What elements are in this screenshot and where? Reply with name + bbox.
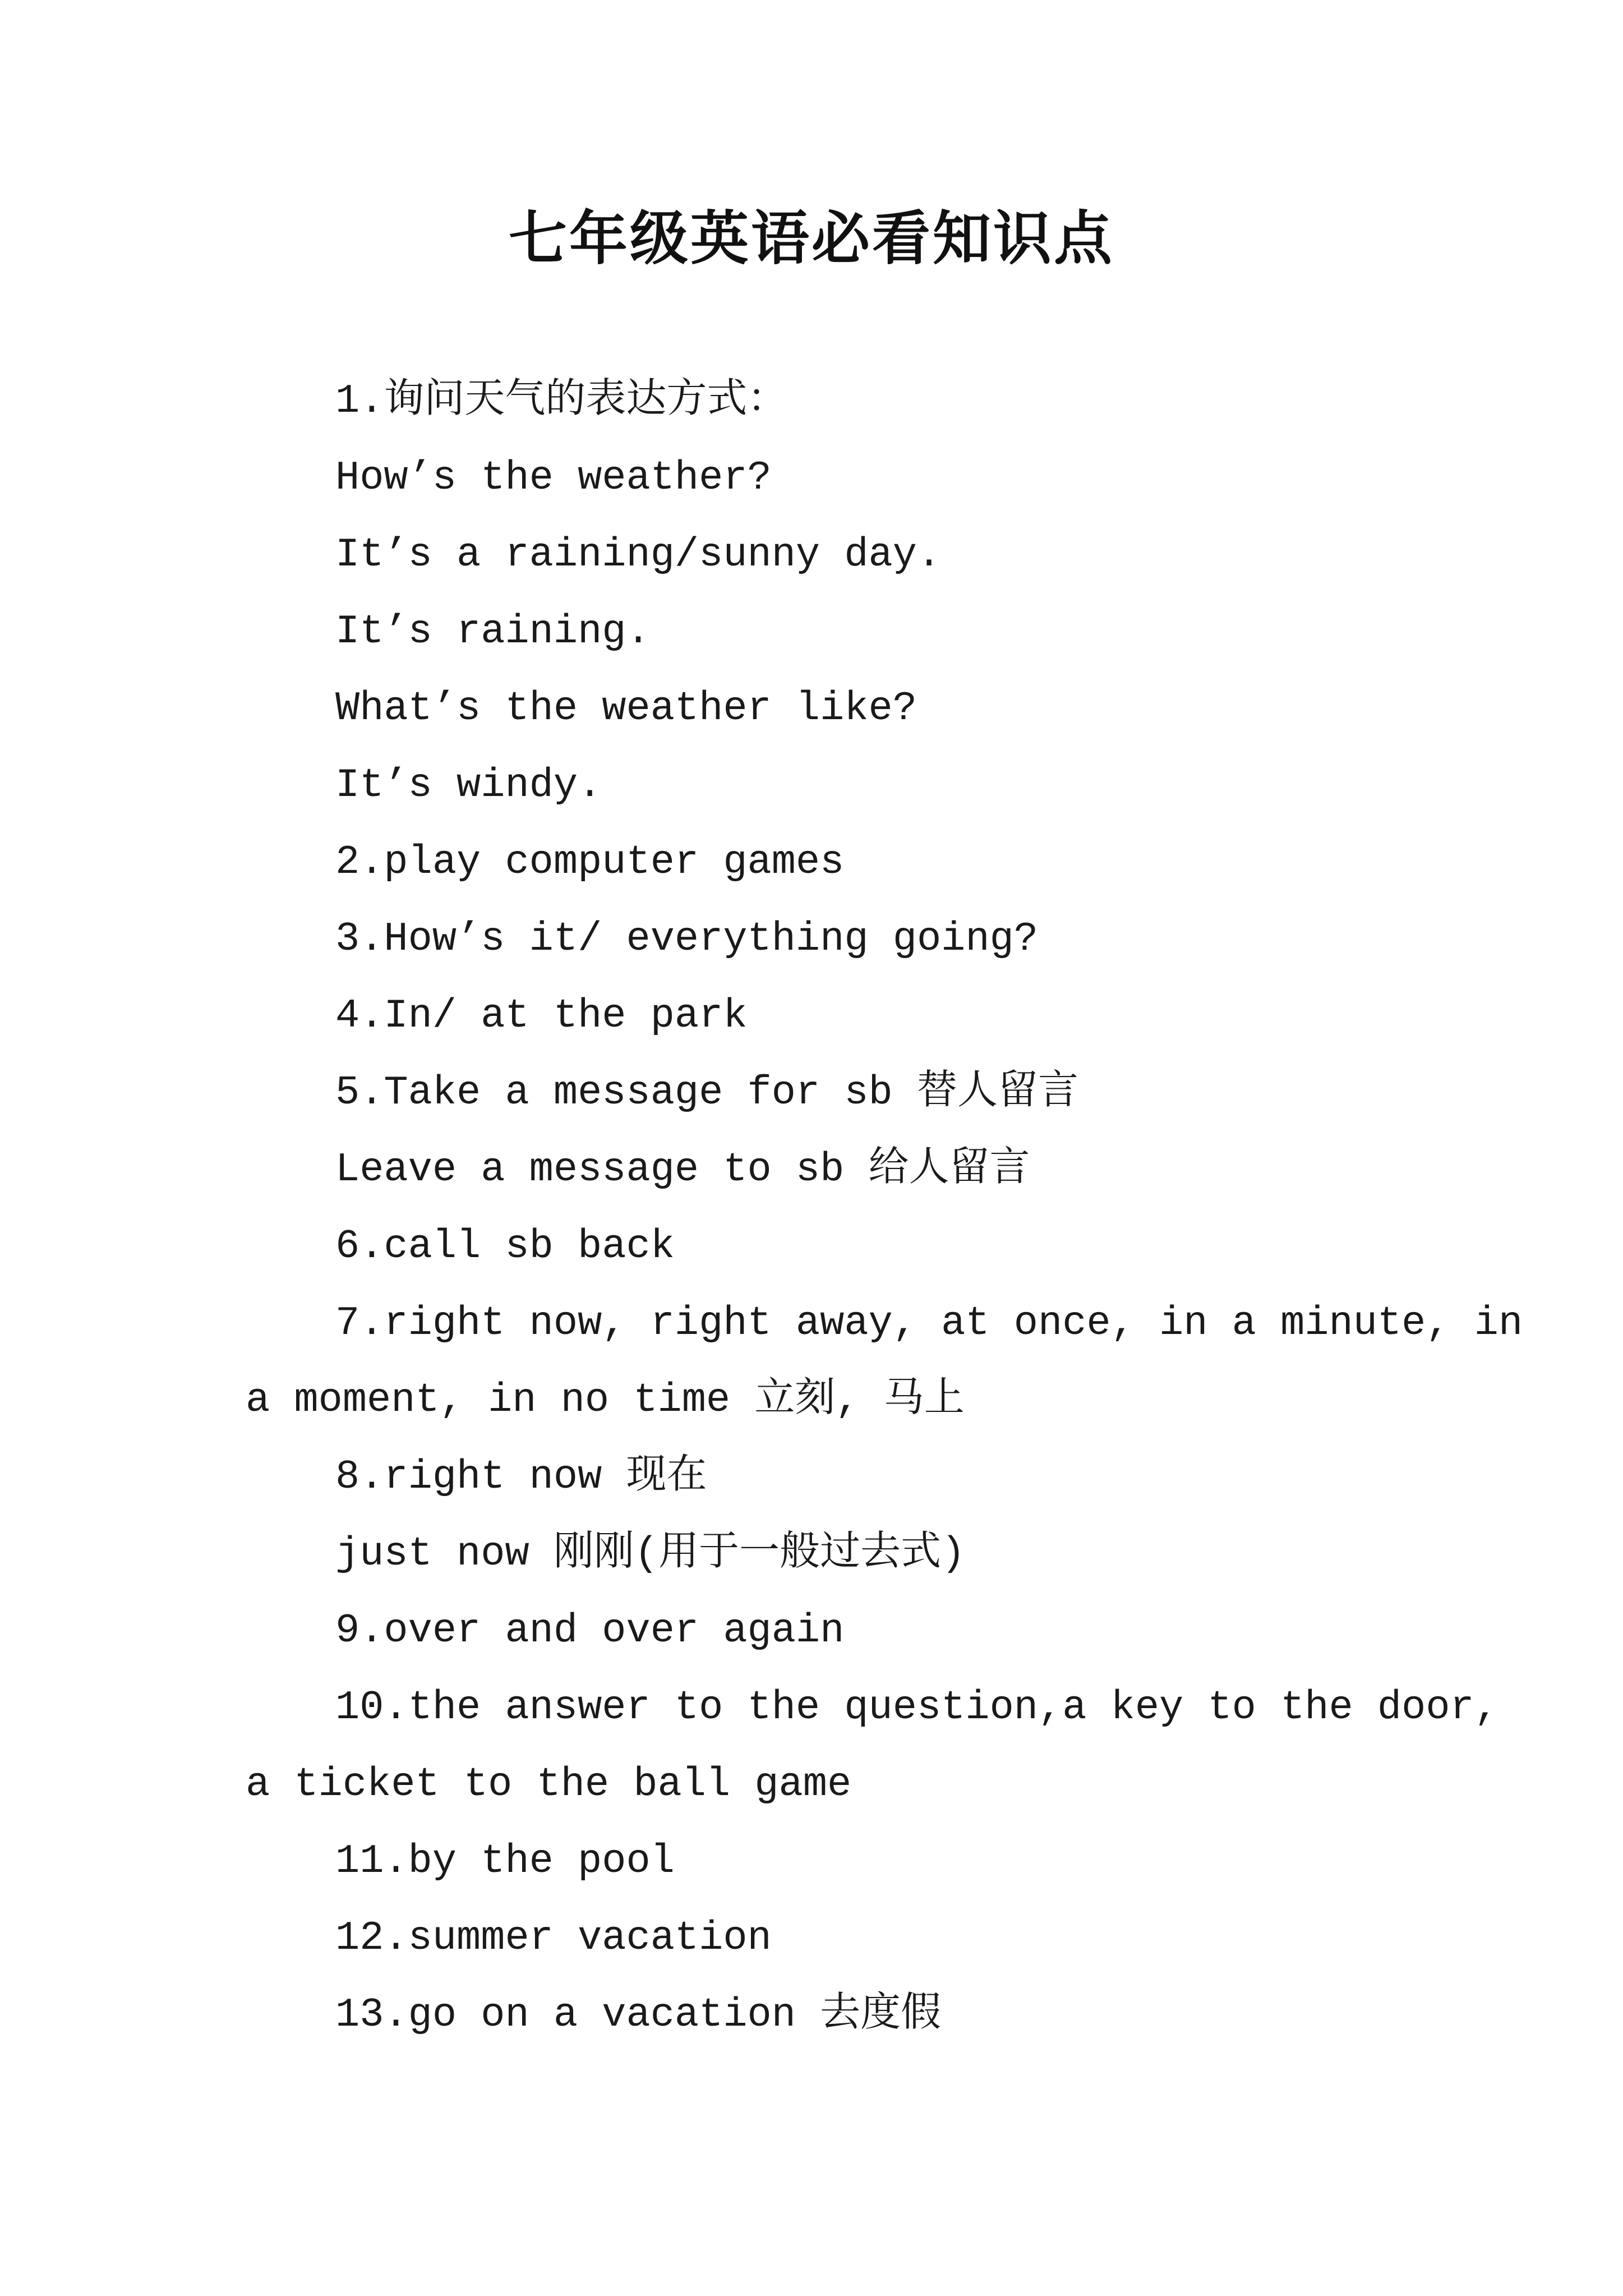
text-line: a ticket to the ball game <box>246 1761 852 1807</box>
page-title: 七年级英语必看知识点 <box>508 204 1114 273</box>
text-line: 12.summer vacation <box>335 1915 772 1961</box>
text-line: It’s windy. <box>335 762 602 808</box>
text-line: 2.play computer games <box>335 839 845 885</box>
text-line: 5.Take a message for sb 替人留言 <box>335 1070 1078 1116</box>
text-line: It’s a raining/sunny day. <box>335 532 942 578</box>
text-line: 3.How’s it/ everything going? <box>335 916 1039 962</box>
text-line: How’s the weather? <box>335 455 772 501</box>
text-line: It’s raining. <box>335 609 651 655</box>
text-line: 6.call sb back <box>335 1223 675 1269</box>
text-line: 9.over and over again <box>335 1608 845 1654</box>
text-line: What’s the weather like? <box>335 685 917 731</box>
text-line: 7.right now, right away, at once, in a minute, in <box>335 1300 1523 1346</box>
text-line: 10.the answer to the question,a key to the door, <box>335 1685 1498 1731</box>
text-line: 1.询问天气的表达方式： <box>335 378 788 424</box>
text-line: 13.go on a vacation 去度假 <box>335 1992 942 2038</box>
text-line: a moment, in no time 立刻, 马上 <box>246 1377 965 1423</box>
text-line: just now 刚刚(用于一般过去式) <box>335 1531 966 1577</box>
text-line: 4.In/ at the park <box>335 993 748 1039</box>
text-line: 11.by the pool <box>335 1838 675 1884</box>
text-line: Leave a message to sb 给人留言 <box>335 1147 1030 1193</box>
text-line: 8.right now 现在 <box>335 1454 707 1500</box>
